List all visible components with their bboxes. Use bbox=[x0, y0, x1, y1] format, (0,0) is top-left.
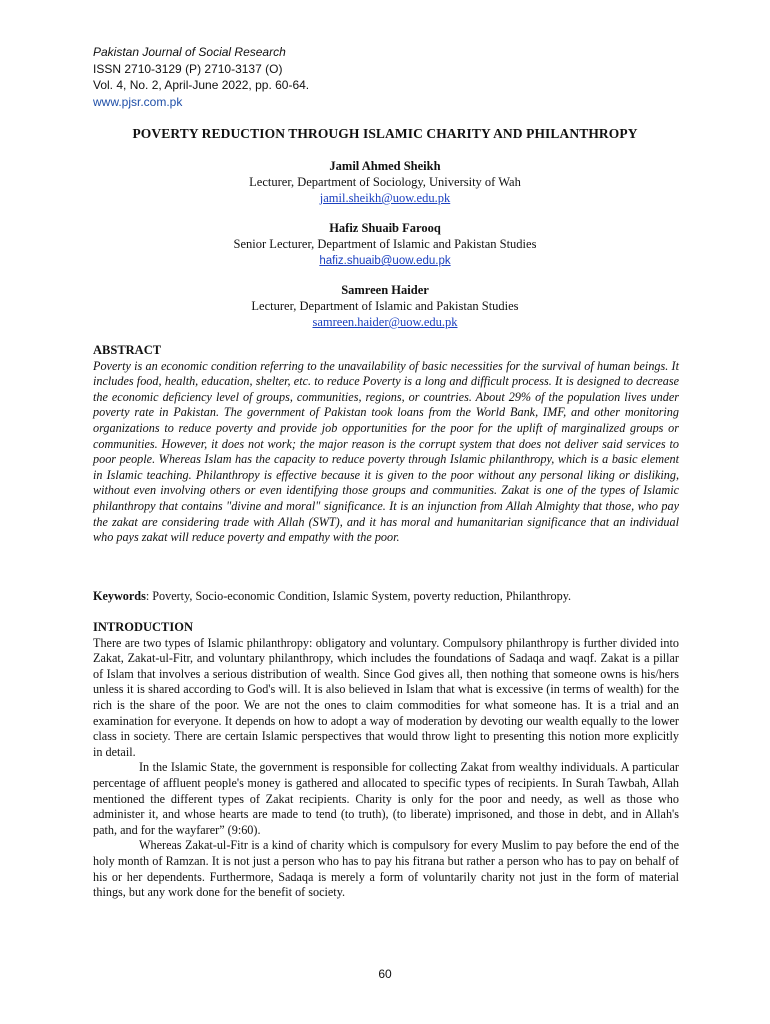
author-name: Hafiz Shuaib Farooq bbox=[329, 221, 441, 235]
keywords-line bbox=[93, 589, 679, 605]
author-name: Jamil Ahmed Sheikh bbox=[329, 159, 441, 173]
author-email-link[interactable]: jamil.sheikh@uow.edu.pk bbox=[319, 191, 451, 205]
author-affiliation: Lecturer, Department of Sociology, University of Wah bbox=[249, 175, 521, 189]
abstract-section bbox=[93, 343, 679, 546]
introduction-heading: INTRODUCTION bbox=[93, 620, 194, 634]
journal-header bbox=[93, 44, 309, 110]
author-block-3 bbox=[0, 282, 770, 330]
author-affiliation: Lecturer, Department of Islamic and Pakistan Studies bbox=[251, 299, 519, 313]
author-block-2 bbox=[0, 220, 770, 269]
paper-title: POVERTY REDUCTION THROUGH ISLAMIC CHARITY AND PHILANTHROPY bbox=[132, 126, 638, 141]
author-affiliation: Senior Lecturer, Department of Islamic and Pakistan Studies bbox=[233, 237, 537, 251]
journal-website-link[interactable]: www.pjsr.com.pk bbox=[93, 94, 183, 109]
author-name: Samreen Haider bbox=[341, 283, 429, 297]
introduction-paragraph: There are two types of Islamic philanthropy: obligatory and voluntary. Compulsory philanthropy is further divided into Zakat, Zakat-ul-Fitr, and voluntary philanthropy, which includes the foundations of Sadaqa and waqf. Zakat is a pillar of Islam that involves a serious distribution of wealth. Since God gives all, then nothing that someone owns is his/hers unless it is shared according to God's will. It is also believed in Islam that what is excessive (in terms of wealth) for the rich is the share of the poor. We are not the ones to claim commodities for what someone has. It is a trial and an examination for everyone. It depends on how to adopt a way of moderation by devoting our wealth equally to the lower class in society. There are certain Islamic perspectives that would throw light to presenting this notion more explicitly in detail. bbox=[93, 635, 679, 759]
keywords-text: : Poverty, Socio-economic Condition, Islamic System, poverty reduction, Philanthropy. bbox=[145, 589, 572, 603]
page-number: 60 bbox=[378, 967, 392, 981]
abstract-text: Poverty is an economic condition referring to the unavailability of basic necessities for the survival of human beings. It includes food, health, education, shelter, etc. to reduce Poverty is a long and difficult process. It is designed to decrease the economic deficiency level of groups, communities, regions, or countries. About 29% of the population lives under poverty rate in Pakistan. The government of Pakistan took loans from the World Bank, IMF, and other monitoring organizations to reduce poverty and provide job opportunities for the poor for the uplift of marginalized groups or communities. However, it does not work; the major reason is the corrupt system that does not deliver said services to poor people. Whereas Islam has the capacity to reduce poverty through Islamic philanthropy, which is a basic element in Islamic teaching. Philanthropy is effective because it is given to the poor without any personal liking or disliking, without even involving others or even identifying those groups and communities. Zakat is one of the types of Islamic philanthropy that contains "divine and moral" significance. It is an injunction from Allah Almighty that those, who pay the zakat are considering trade with Allah (SWT), and it has moral and humanitarian significance that an individual who pays zakat will reduce poverty and empathy with the poor. bbox=[93, 358, 679, 545]
author-email-link[interactable]: samreen.haider@uow.edu.pk bbox=[312, 315, 458, 329]
introduction-paragraph: In the Islamic State, the government is responsible for collecting Zakat from wealthy individuals. A particular percentage of affluent people's money is gathered and allocated to specific types of recipients. In Surah Tawbah, Allah mentioned the different types of Zakat recipients. Charity is only for the poor and needy, as well as those who administer it, and whose hearts are made to tend (to truth), (to liberate) imprisoned, and those in debt, and in Allah's path, and for the wayfarer” (9:60). bbox=[93, 760, 679, 837]
keywords-label: Keywords bbox=[93, 589, 146, 603]
journal-volume: Vol. 4, No. 2, April-June 2022, pp. 60-64. bbox=[93, 78, 310, 92]
introduction-section bbox=[93, 620, 679, 901]
journal-name: Pakistan Journal of Social Research bbox=[93, 45, 286, 59]
author-email-link[interactable]: hafiz.shuaib@uow.edu.pk bbox=[319, 255, 451, 267]
abstract-heading: ABSTRACT bbox=[93, 343, 162, 357]
author-block-1 bbox=[0, 158, 770, 206]
journal-issn: ISSN 2710-3129 (P) 2710-3137 (O) bbox=[93, 61, 283, 76]
introduction-paragraph: Whereas Zakat-ul-Fitr is a kind of charity which is compulsory for every Muslim to pay before the end of the holy month of Ramzan. It is not just a person who has to pay his fitrana but rather a person who has to pay on behalf of his or her dependents. Furthermore, Sadaqa is merely a form of voluntarily charity not just in the form of material things, but any work done for the benefit of society. bbox=[93, 838, 679, 900]
